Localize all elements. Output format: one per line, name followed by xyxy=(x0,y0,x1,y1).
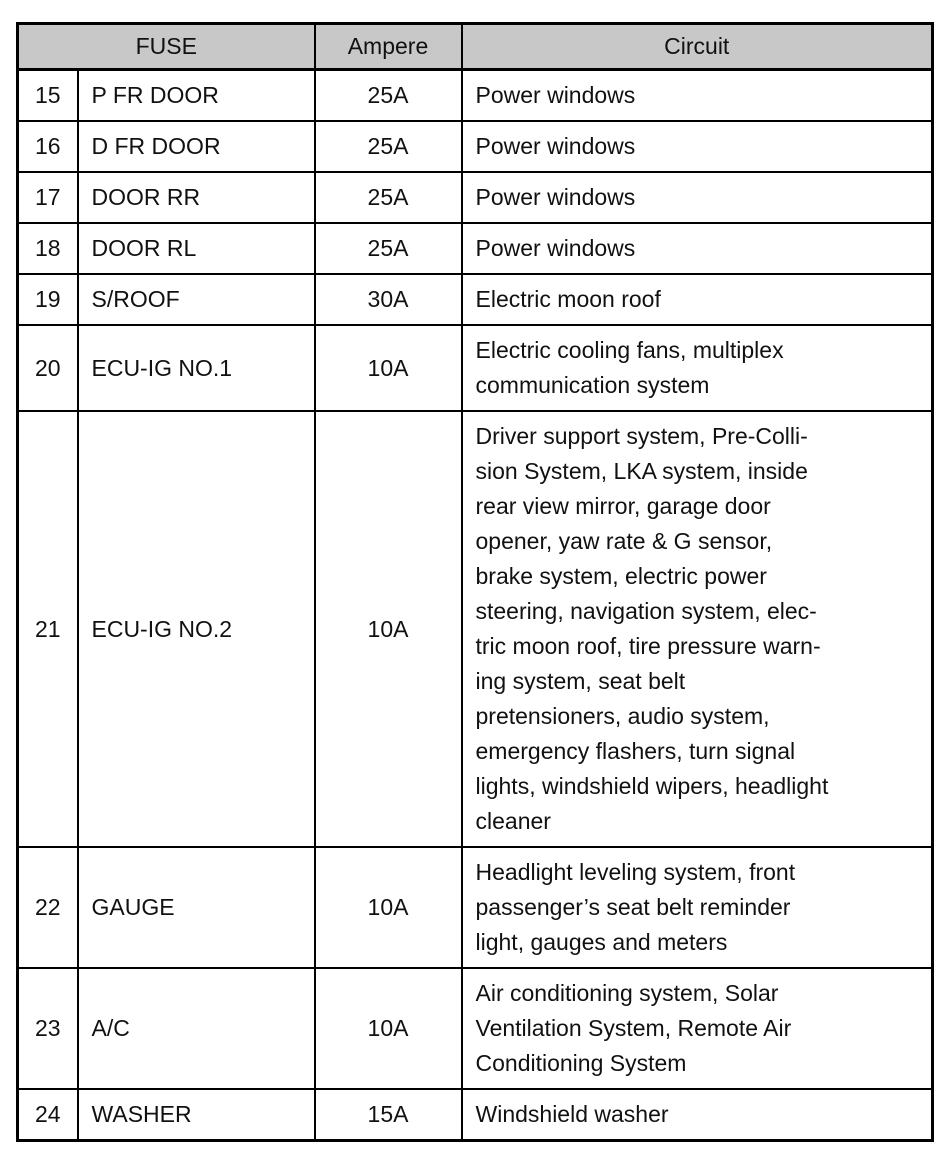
header-cell-circuit: Circuit xyxy=(462,24,933,70)
table-row xyxy=(18,274,933,325)
table-row xyxy=(18,411,933,847)
fuse-number-cell: 22 xyxy=(18,847,78,968)
ampere-cell: 25A xyxy=(315,70,462,122)
fuse-number-cell: 24 xyxy=(18,1089,78,1141)
table-row xyxy=(18,968,933,1089)
fuse-number-cell: 15 xyxy=(18,70,78,122)
fuse-name-cell: ECU-IG NO.1 xyxy=(78,325,315,411)
header-cell-ampere: Ampere xyxy=(315,24,462,70)
table-row xyxy=(18,1089,933,1141)
circuit-cell: Electric cooling fans, multiplex communication system xyxy=(462,325,933,411)
table-row xyxy=(18,223,933,274)
table-row xyxy=(18,325,933,411)
ampere-cell: 10A xyxy=(315,968,462,1089)
fuse-name-cell: GAUGE xyxy=(78,847,315,968)
header-cell-fuse: FUSE xyxy=(18,24,315,70)
ampere-cell: 10A xyxy=(315,847,462,968)
table-row xyxy=(18,847,933,968)
circuit-cell: Driver support system, Pre-Colli- sion System, LKA system, inside rear view mirror, garage door opener, yaw rate & G sensor, brake system, electric power steering, navigation system, elec- tric moon roof, tire pressure warn- ing system, seat belt pretensioners, audio system, emergency flashers, turn signal lights, windshield wipers, headlight cleaner xyxy=(462,411,933,847)
fuse-number-cell: 20 xyxy=(18,325,78,411)
ampere-cell: 30A xyxy=(315,274,462,325)
circuit-cell: Power windows xyxy=(462,70,933,122)
fuse-name-cell: DOOR RR xyxy=(78,172,315,223)
fuse-name-cell: WASHER xyxy=(78,1089,315,1141)
fuse-name-cell: P FR DOOR xyxy=(78,70,315,122)
circuit-cell: Air conditioning system, Solar Ventilation System, Remote Air Conditioning System xyxy=(462,968,933,1089)
fuse-number-cell: 16 xyxy=(18,121,78,172)
fuse-name-cell: D FR DOOR xyxy=(78,121,315,172)
fuse-number-cell: 23 xyxy=(18,968,78,1089)
circuit-cell: Power windows xyxy=(462,172,933,223)
fuse-number-cell: 18 xyxy=(18,223,78,274)
fuse-table xyxy=(16,22,934,1142)
fuse-table-body xyxy=(18,70,933,1141)
ampere-cell: 25A xyxy=(315,223,462,274)
circuit-cell: Electric moon roof xyxy=(462,274,933,325)
fuse-name-cell: A/C xyxy=(78,968,315,1089)
circuit-cell: Power windows xyxy=(462,121,933,172)
ampere-cell: 25A xyxy=(315,121,462,172)
ampere-cell: 25A xyxy=(315,172,462,223)
fuse-name-cell: ECU-IG NO.2 xyxy=(78,411,315,847)
circuit-cell: Windshield washer xyxy=(462,1089,933,1141)
circuit-cell: Headlight leveling system, front passenger’s seat belt reminder light, gauges and meters xyxy=(462,847,933,968)
fuse-name-cell: DOOR RL xyxy=(78,223,315,274)
header-row xyxy=(18,24,933,70)
fuse-number-cell: 19 xyxy=(18,274,78,325)
fuse-number-cell: 17 xyxy=(18,172,78,223)
table-row xyxy=(18,70,933,122)
fuse-table-header xyxy=(18,24,933,70)
table-row xyxy=(18,172,933,223)
table-row xyxy=(18,121,933,172)
fuse-number-cell: 21 xyxy=(18,411,78,847)
ampere-cell: 15A xyxy=(315,1089,462,1141)
fuse-name-cell: S/ROOF xyxy=(78,274,315,325)
ampere-cell: 10A xyxy=(315,411,462,847)
ampere-cell: 10A xyxy=(315,325,462,411)
circuit-cell: Power windows xyxy=(462,223,933,274)
